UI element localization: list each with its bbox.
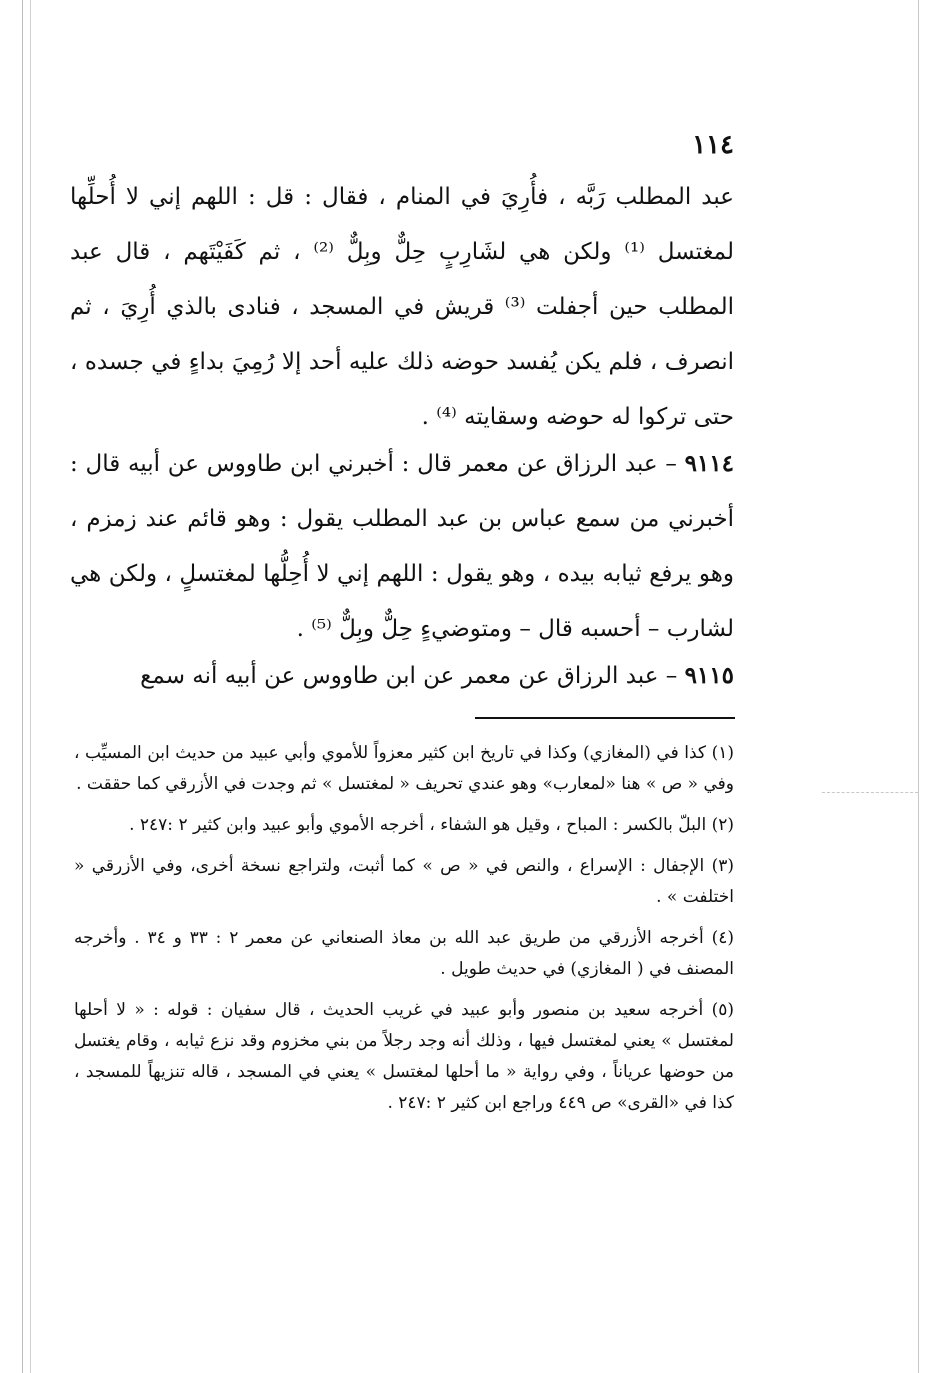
footnote-2: (٢) البلّ بالكسر : المباح ، وقيل هو الشفاء ، أخرجه الأموي وأبو عبيد وابن كثير ٢ :٢٤٧ . (129, 815, 734, 835)
hadith-number: ٩١١٤ (684, 450, 734, 477)
footnotes (74, 738, 734, 1129)
hadith-9115 (70, 648, 734, 704)
hadith-9114 (70, 436, 734, 657)
footnote-5: (٥) أخرجه سعيد بن منصور وأبو عبيد في غريب الحديث ، قال سفيان : قوله : « لا أحلها لمغتسل » يعني لمغتسل فيها ، وذلك أنه وجد رجلاً من بني مخزوم وقد نزع ثيابه ، وقام يغتسل من حوضها عرياناً ، وفي رواية « ما أحلها لمغتسل » يعني في المسجد ، قاله تنزيهاً للمسجد ، كذا في «القرى» ص ٤٤٩ وراجع ابن كثير ٢ :٢٤٧ . (74, 1000, 734, 1113)
paragraph-continuation (70, 170, 734, 445)
scan-margin-tick (822, 792, 918, 793)
scan-margin-line-left (22, 0, 23, 1373)
footnote-4: (٤) أخرجه الأزرقي من طريق عبد الله بن معاذ الصنعاني عن معمر ٢ : ٣٣ و ٣٤ . وأخرجه المصنف في ( المغازي) في حديث طويل . (74, 928, 734, 979)
paragraph-text: عبد المطلب رَبَّه ، فأُرِيَ في المنام ، فقال : قل : اللهم إني لا أُحلِّها لمغتسل ⁽¹⁾ ولكن هي لشَارِبٍ حِلٌّ وبِلٌّ ⁽²⁾ ، ثم كَفَيْتَهم ، قال عبد المطلب حين أجفلت ⁽³⁾ قريش في المسجد ، فنادى بالذي أُرِيَ ، ثم انصرف ، فلم يكن يُفسد حوضه ذلك عليه أحد إلا رُمِيَ بداءٍ في جسده ، حتى تركوا له حوضه وسقايته ⁽⁴⁾ . (70, 184, 735, 430)
hadith-text: – عبد الرزاق عن معمر عن ابن طاووس عن أبيه أنه سمع (140, 663, 685, 689)
footnote-3: (٣) الإجفال : الإسراع ، والنص في « ص » كما أثبت، ولتراجع نسخة أخرى، وفي الأزرقي « اختلفت » . (74, 856, 734, 907)
scan-margin-line-right (918, 0, 919, 1373)
hadith-text: – عبد الرزاق عن معمر قال : أخبرني ابن طاووس عن أبيه قال : أخبرني من سمع عباس بن عبد المطلب يقول : وهو قائم عند زمزم ، وهو يرفع ثيابه بيده ، وهو يقول : اللهم إني لا أُحِلُّها لمغتسلٍ ، ولكن هي لشارب – أحسبه قال – ومتوضيءٍ حِلٌّ وبِلٌّ ⁽⁵⁾ . (70, 451, 734, 642)
hadith-number: ٩١١٥ (684, 662, 734, 689)
scan-margin-line-left-inner (30, 0, 31, 1373)
page-number: ١١٤ (692, 130, 734, 160)
footnote-separator (475, 717, 735, 719)
footnote-1: (١) كذا في (المغازي) وكذا في تاريخ ابن كثير معزواً للأموي وأبي عبيد من حديث ابن المسيِّب ، وفي « ص » هنا «لمعارب» وهو عندي تحريف « لمغتسل » ثم وجدت في الأزرقي كما حققت . (74, 743, 734, 794)
